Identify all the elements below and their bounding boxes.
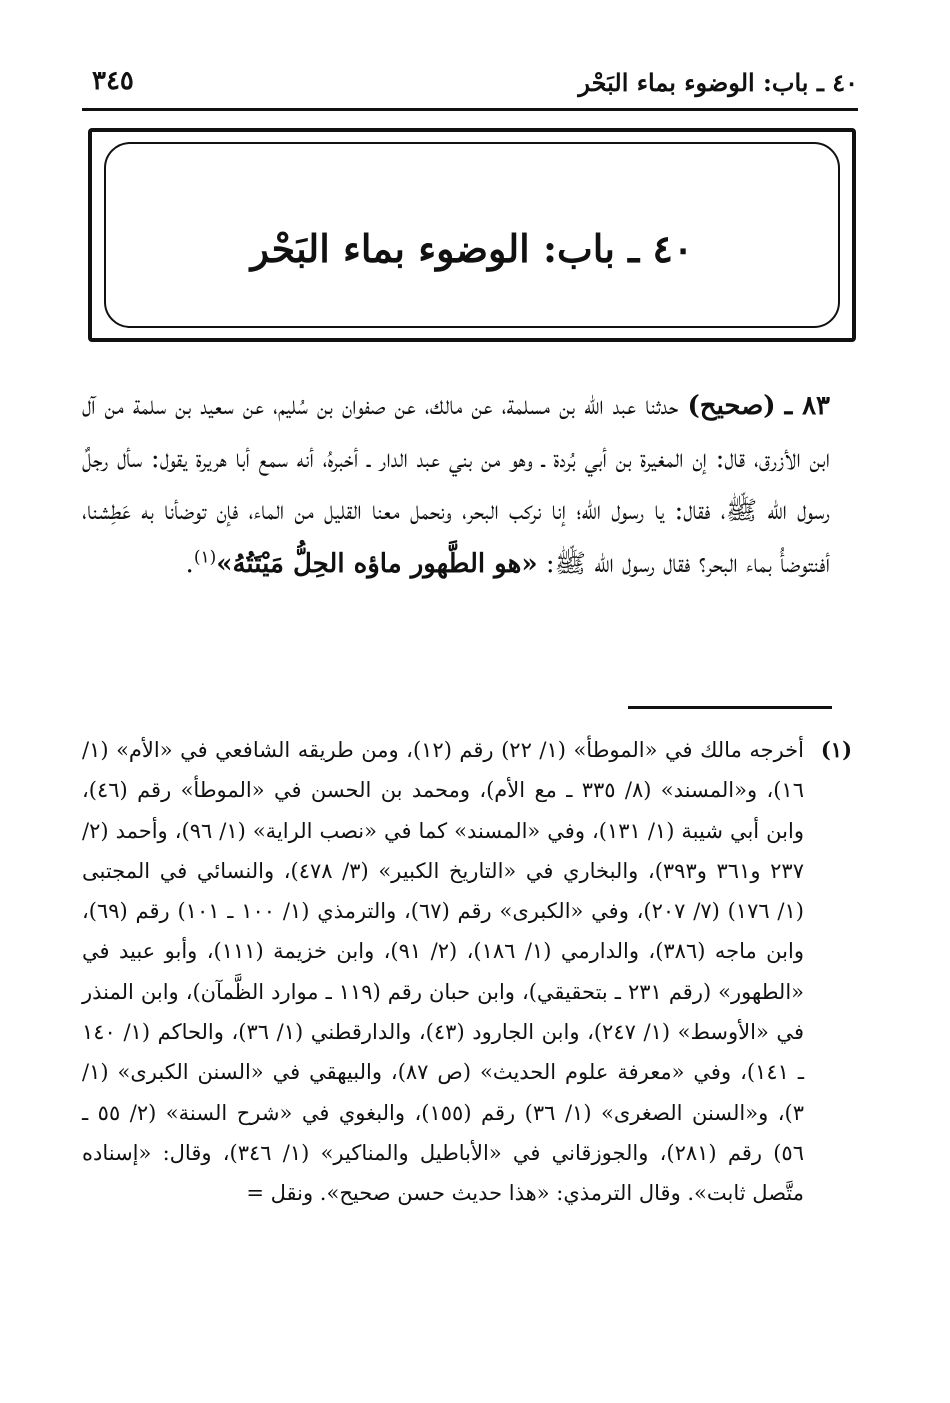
prophet-saying: «هو الطَّهور ماؤه الحِلُّ مَيْتَتُهُ» xyxy=(216,548,538,579)
hadith-end-mark: . xyxy=(185,548,194,579)
chapter-title: ٤٠ ـ باب: الوضوء بماء البَحْر xyxy=(250,226,694,271)
footnote-reference[interactable]: (١) xyxy=(193,546,217,567)
chapter-title-frame xyxy=(88,128,856,342)
hadith-grade: (صحيح) xyxy=(687,391,776,421)
header-rule xyxy=(82,108,858,111)
hadith-paragraph xyxy=(82,380,830,590)
hadith-text: حدثنا عبد الله بن مسلمة، عن مالك، عن صفوان بن سُليم، عن سعيد بن سلمة من آل ابن الأزرق، قال: إن المغيرة بن أبي بُردة ـ وهو من بني عبد الدار ـ أخبرهُ، أنه سمع أبا هريرة يقول: سأل رجلٌ رسول الله ﷺ، فقال: يا رسول الله؛ إنا نركب البحر، ونحمل معنا القليل من الماء، فإن توضأنا به عَطِشنا، أفنتوضأُ بماء البحر؟ فقال رسول الله ﷺ: xyxy=(82,391,830,579)
running-title: ٤٠ ـ باب: الوضوء بماء البَحْر xyxy=(578,68,858,97)
page-header xyxy=(92,62,858,106)
footnote-separator xyxy=(628,706,832,709)
hadith-number: ٨٣ ـ xyxy=(784,391,831,421)
page-number: ٣٤٥ xyxy=(92,66,134,96)
footnote xyxy=(82,730,852,1214)
footnote-text: أخرجه مالك في «الموطأ» (١/ ٢٢) رقم (١٢)، ومن طريقه الشافعي في «الأم» (١/ ١٦)، و«المسند» (٨/ ٣٣٥ ـ مع الأم)، ومحمد بن الحسن في «الموطأ» رقم (٤٦)، وابن أبي شيبة (١/ ١٣١)، وفي «المسند» كما في «نصب الراية» (١/ ٩٦)، وأحمد (٢/ ٢٣٧ و٣٦١ و٣٩٣)، والبخاري في «التاريخ الكبير» (٣/ ٤٧٨)، والنسائي في المجتبى (١/ ١٧٦) (٧/ ٢٠٧)، وفي «الكبرى» رقم (٦٧)، والترمذي (١/ ١٠٠ ـ ١٠١) رقم (٦٩)، وابن ماجه (٣٨٦)، والدارمي (١/ ١٨٦)، (٢/ ٩١)، وابن خزيمة (١١١)، وأبو عبيد في «الطهور» (رقم ٢٣١ ـ بتحقيقي)، وابن حبان رقم (١١٩ ـ موارد الظَّمآن)، وابن المنذر في «الأوسط» (١/ ٢٤٧)، وابن الجارود (٤٣)، والدارقطني (١/ ٣٦)، والحاكم (١/ ١٤٠ ـ ١٤١)، وفي «معرفة علوم الحديث» (ص ٨٧)، والبيهقي في «السنن الكبرى» (١/ ٣)، و«السنن الصغرى» (١/ ٣٦) رقم (١٥٥)، والبغوي في «شرح السنة» (٢/ ٥٥ ـ ٥٦) رقم (٢٨١)، والجوزقاني في «الأباطيل والمناكير» (١/ ٣٤٦)، وقال: «إسناده متَّصل ثابت». وقال الترمذي: «هذا حديث حسن صحيح». ونقل = xyxy=(82,738,805,1206)
footnote-marker: (١) xyxy=(820,737,852,762)
